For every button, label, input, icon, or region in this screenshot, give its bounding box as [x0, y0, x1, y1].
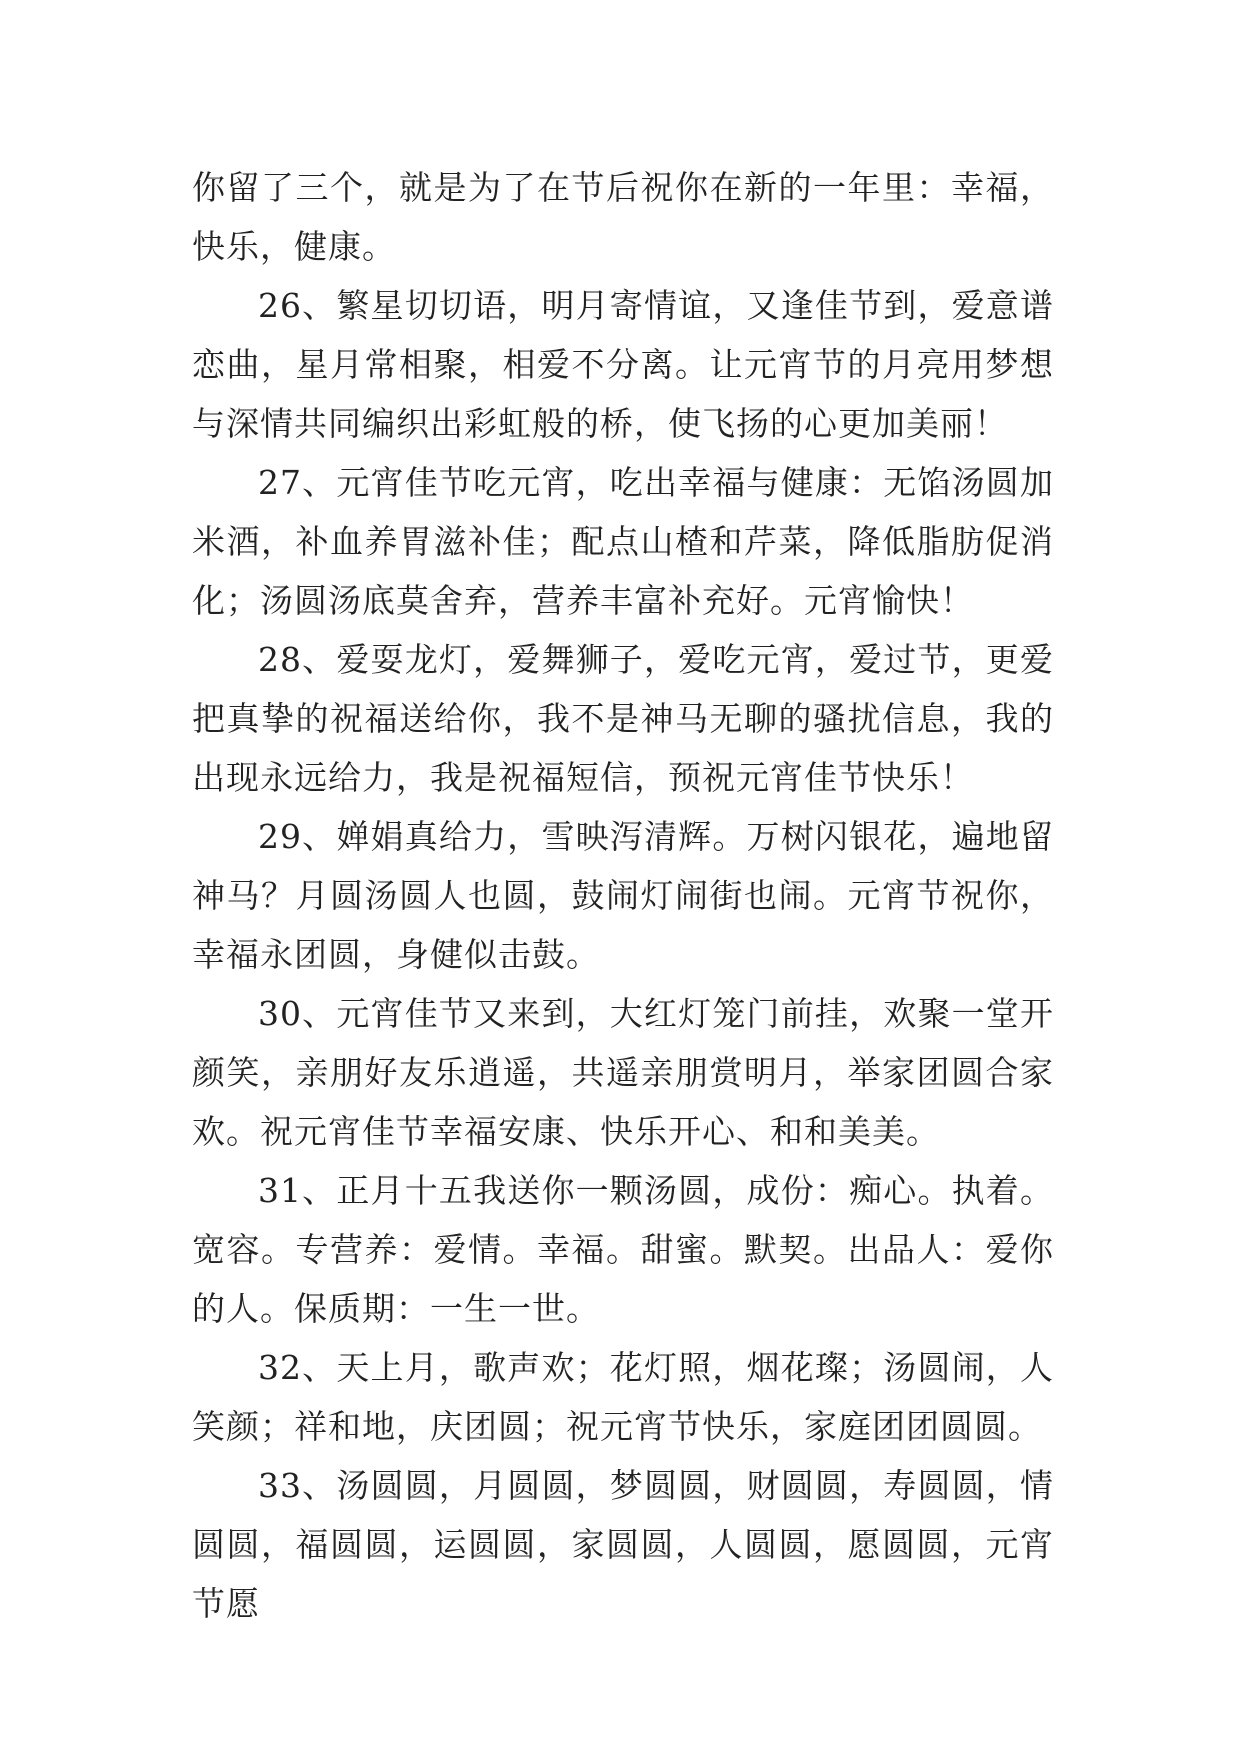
- paragraph-32: 32、天上月，歌声欢；花灯照，烟花璨；汤圆闹，人笑颜；祥和地，庆团圆；祝元宵节快乐，家庭团团圆圆。: [192, 1348, 1054, 1446]
- document-body: [192, 158, 1054, 1633]
- paragraph-31: 31、正月十五我送你一颗汤圆，成份：痴心。执着。宽容。专营养：爱情。幸福。甜蜜。默契。出品人：爱你的人。保质期：一生一世。: [192, 1171, 1054, 1328]
- paragraph-33: 33、汤圆圆，月圆圆，梦圆圆，财圆圆，寿圆圆，情圆圆，福圆圆，运圆圆，家圆圆，人圆圆，愿圆圆，元宵节愿: [192, 1466, 1054, 1623]
- paragraph-29: 29、婵娟真给力，雪映泻清辉。万树闪银花，遍地留神马？月圆汤圆人也圆，鼓闹灯闹街也闹。元宵节祝你，幸福永团圆，身健似击鼓。: [192, 817, 1054, 974]
- paragraph-28: 28、爱耍龙灯，爱舞狮子，爱吃元宵，爱过节，更爱把真挚的祝福送给你，我不是神马无聊的骚扰信息，我的出现永远给力，我是祝福短信，预祝元宵佳节快乐！: [192, 640, 1054, 797]
- paragraph-27: 27、元宵佳节吃元宵，吃出幸福与健康：无馅汤圆加米酒，补血养胃滋补佳；配点山楂和芹菜，降低脂肪促消化；汤圆汤底莫舍弃，营养丰富补充好。元宵愉快！: [192, 463, 1054, 620]
- paragraph-30: 30、元宵佳节又来到，大红灯笼门前挂，欢聚一堂开颜笑，亲朋好友乐逍遥，共遥亲朋赏明月，举家团圆合家欢。祝元宵佳节幸福安康、快乐开心、和和美美。: [192, 994, 1054, 1151]
- paragraph-continuation: 你留了三个，就是为了在节后祝你在新的一年里：幸福，快乐，健康。: [192, 168, 1054, 266]
- paragraph-26: 26、繁星切切语，明月寄情谊，又逢佳节到，爱意谱恋曲，星月常相聚，相爱不分离。让元宵节的月亮用梦想与深情共同编织出彩虹般的桥，使飞扬的心更加美丽！: [192, 286, 1054, 443]
